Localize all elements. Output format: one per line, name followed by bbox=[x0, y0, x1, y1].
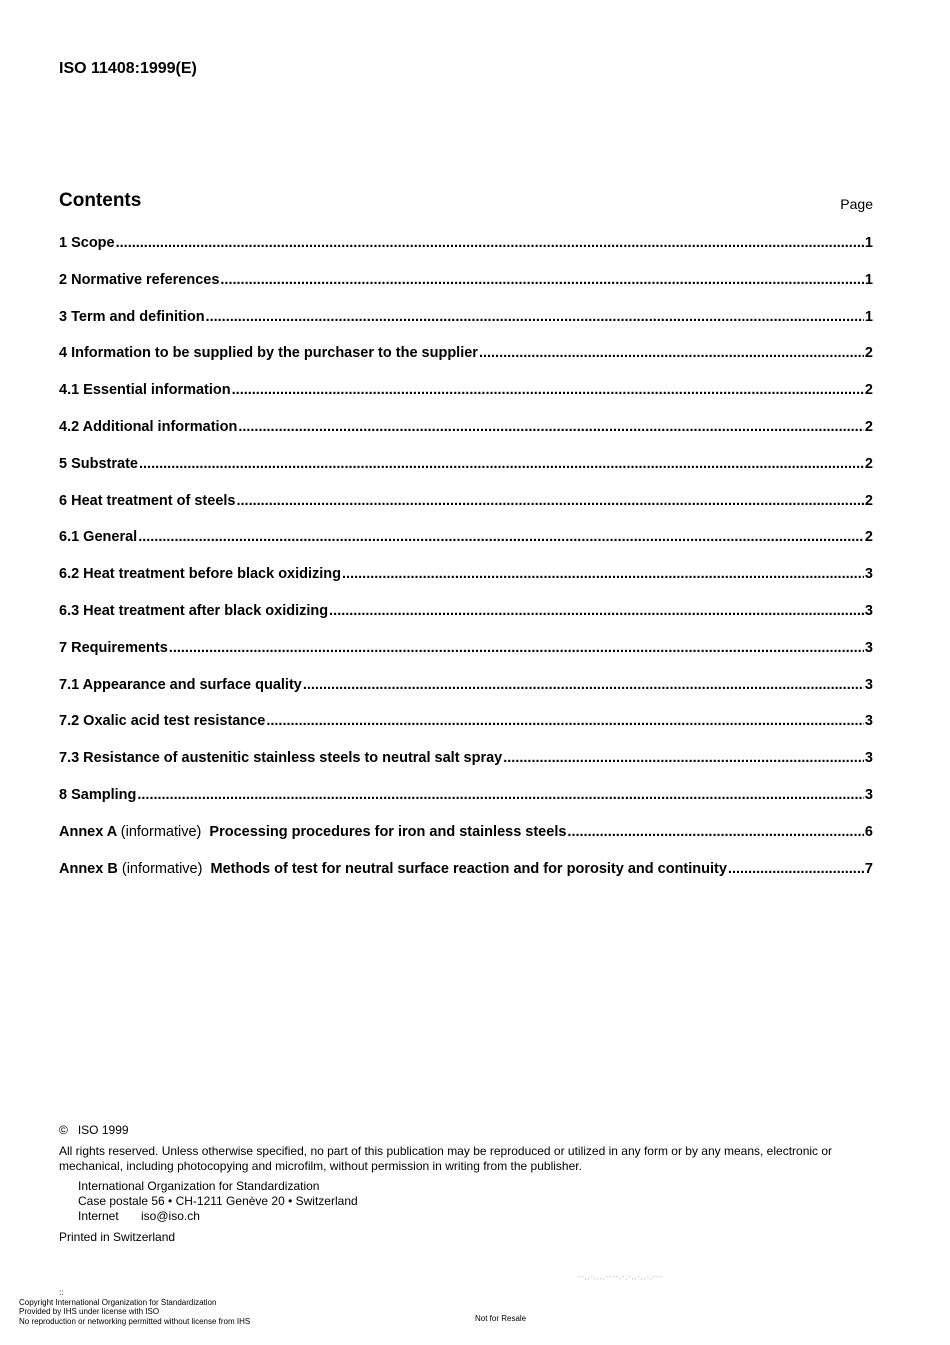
toc-entry-label: 6 Heat treatment of steels bbox=[59, 492, 236, 509]
toc-page-number: 1 bbox=[864, 308, 873, 325]
copyright-symbol: © bbox=[59, 1123, 68, 1137]
postal-address: Case postale 56 • CH-1211 Genève 20 • Switzerland bbox=[78, 1194, 358, 1208]
toc-leader-dots bbox=[236, 491, 863, 511]
toc-entry-term-and-definition[interactable] bbox=[59, 307, 873, 344]
toc-entry-additional-information[interactable] bbox=[59, 417, 873, 454]
footer-provided-line: Provided by IHS under license with ISO bbox=[19, 1307, 160, 1316]
toc-page-number: 1 bbox=[864, 271, 873, 288]
toc-leader-dots bbox=[567, 822, 864, 842]
toc-entry-label: 6.1 General bbox=[59, 529, 138, 546]
toc-entry-annex-a[interactable] bbox=[59, 822, 873, 859]
toc-leader-dots bbox=[206, 307, 864, 327]
faint-watermark-mark: --,,-,,,,----,-,-,,-,,-,--- bbox=[578, 1274, 663, 1281]
toc-entry-label bbox=[59, 859, 727, 879]
toc-page-number: 3 bbox=[864, 750, 873, 767]
toc-entry-essential-information[interactable] bbox=[59, 380, 873, 417]
toc-leader-dots bbox=[220, 270, 864, 290]
toc-entry-substrate[interactable] bbox=[59, 454, 873, 491]
toc-leader-dots bbox=[137, 785, 864, 805]
toc-page-number: 2 bbox=[864, 492, 873, 509]
annex-title: Methods of test for neutral surface reaction and for porosity and continuity bbox=[210, 860, 727, 877]
toc-entry-requirements[interactable] bbox=[59, 638, 873, 675]
toc-entry-label: 4.1 Essential information bbox=[59, 382, 231, 399]
toc-entry-label: 6.2 Heat treatment before black oxidizing bbox=[59, 566, 342, 583]
toc-leader-dots bbox=[169, 638, 864, 658]
toc-entry-label: 7.1 Appearance and surface quality bbox=[59, 676, 302, 693]
toc-entry-label: 7.3 Resistance of austenitic stainless steels to neutral salt spray bbox=[59, 750, 503, 767]
toc-entry-label: 4.2 Additional information bbox=[59, 418, 238, 435]
toc-entry-label: 2 Normative references bbox=[59, 271, 220, 288]
toc-page-number: 3 bbox=[864, 676, 873, 693]
toc-page-number: 3 bbox=[864, 639, 873, 656]
toc-entry-heat-treatment-after[interactable] bbox=[59, 601, 873, 638]
organization-name: International Organization for Standardization bbox=[78, 1179, 320, 1193]
toc-entry-label: 8 Sampling bbox=[59, 786, 137, 803]
toc-entry-general[interactable] bbox=[59, 527, 873, 564]
toc-page-number: 2 bbox=[864, 529, 873, 546]
email-link[interactable]: iso@iso.ch bbox=[141, 1209, 200, 1223]
table-of-contents bbox=[59, 233, 873, 895]
footer-marker: :: bbox=[59, 1288, 64, 1297]
toc-entry-scope[interactable] bbox=[59, 233, 873, 270]
internet-label: Internet bbox=[78, 1209, 119, 1223]
contents-header bbox=[59, 190, 873, 214]
toc-entry-salt-spray[interactable] bbox=[59, 748, 873, 785]
toc-page-number: 2 bbox=[864, 345, 873, 362]
internet-line bbox=[78, 1209, 875, 1224]
not-for-resale: Not for Resale bbox=[475, 1314, 527, 1323]
toc-entry-label: 7.2 Oxalic acid test resistance bbox=[59, 713, 266, 730]
toc-entry-heat-treatment[interactable] bbox=[59, 491, 873, 528]
document-id: ISO 11408:1999(E) bbox=[59, 60, 197, 77]
toc-entry-oxalic-acid[interactable] bbox=[59, 711, 873, 748]
toc-leader-dots bbox=[303, 675, 864, 695]
toc-entry-information-supplied[interactable] bbox=[59, 343, 873, 380]
copyright-block bbox=[59, 1123, 875, 1245]
license-footer bbox=[19, 1288, 250, 1326]
toc-entry-annex-b[interactable] bbox=[59, 859, 873, 896]
page-column-label: Page bbox=[840, 196, 873, 212]
toc-entry-label: 5 Substrate bbox=[59, 455, 138, 472]
footer-no-reproduction-line: No reproduction or networking permitted without license from IHS bbox=[19, 1316, 251, 1326]
contents-title: Contents bbox=[59, 190, 142, 211]
toc-leader-dots bbox=[139, 454, 864, 474]
copyright-line bbox=[59, 1123, 875, 1138]
footer-copyright-line: Copyright International Organization for Standardization bbox=[19, 1297, 217, 1307]
printed-in: Printed in Switzerland bbox=[59, 1230, 176, 1244]
toc-entry-label: 3 Term and definition bbox=[59, 308, 205, 325]
toc-page-number: 3 bbox=[864, 602, 873, 619]
toc-entry-heat-treatment-before[interactable] bbox=[59, 564, 873, 601]
toc-page-number: 7 bbox=[864, 860, 873, 877]
annex-type: (informative) bbox=[121, 860, 203, 877]
toc-leader-dots bbox=[266, 711, 864, 731]
publisher-address bbox=[78, 1179, 875, 1224]
toc-leader-dots bbox=[116, 233, 864, 253]
toc-page-number: 6 bbox=[864, 823, 873, 840]
annex-type: (informative) bbox=[120, 823, 202, 840]
toc-leader-dots bbox=[232, 380, 864, 400]
toc-page-number: 2 bbox=[864, 455, 873, 472]
toc-page-number: 2 bbox=[864, 418, 873, 435]
annex-prefix: Annex A bbox=[59, 823, 117, 840]
toc-entry-sampling[interactable] bbox=[59, 785, 873, 822]
toc-page-number: 3 bbox=[864, 566, 873, 583]
toc-page-number: 3 bbox=[864, 713, 873, 730]
toc-leader-dots bbox=[342, 564, 864, 584]
toc-entry-normative-references[interactable] bbox=[59, 270, 873, 307]
toc-leader-dots bbox=[138, 527, 864, 547]
toc-page-number: 3 bbox=[864, 786, 873, 803]
toc-leader-dots bbox=[479, 343, 864, 363]
toc-entry-label: 1 Scope bbox=[59, 235, 115, 251]
toc-leader-dots bbox=[238, 417, 864, 437]
toc-page-number: 1 bbox=[864, 235, 873, 251]
toc-entry-appearance[interactable] bbox=[59, 675, 873, 712]
copyright-year: ISO 1999 bbox=[77, 1123, 129, 1137]
annex-prefix: Annex B bbox=[59, 860, 118, 877]
toc-page-number: 2 bbox=[864, 382, 873, 399]
toc-entry-label bbox=[59, 822, 566, 842]
toc-entry-label: 4 Information to be supplied by the purchaser to the supplier bbox=[59, 345, 478, 362]
toc-leader-dots bbox=[728, 859, 864, 879]
toc-leader-dots bbox=[503, 748, 864, 768]
toc-entry-label: 6.3 Heat treatment after black oxidizing bbox=[59, 602, 329, 619]
toc-leader-dots bbox=[329, 601, 864, 621]
rights-statement: All rights reserved. Unless otherwise specified, no part of this publication may be reproduced or utilized in any form or by any means, electronic or mechanical, including photocopying and microfilm, without permission in writing from the publisher. bbox=[59, 1144, 833, 1173]
annex-title: Processing procedures for iron and stainless steels bbox=[209, 823, 567, 840]
toc-entry-label: 7 Requirements bbox=[59, 639, 168, 656]
